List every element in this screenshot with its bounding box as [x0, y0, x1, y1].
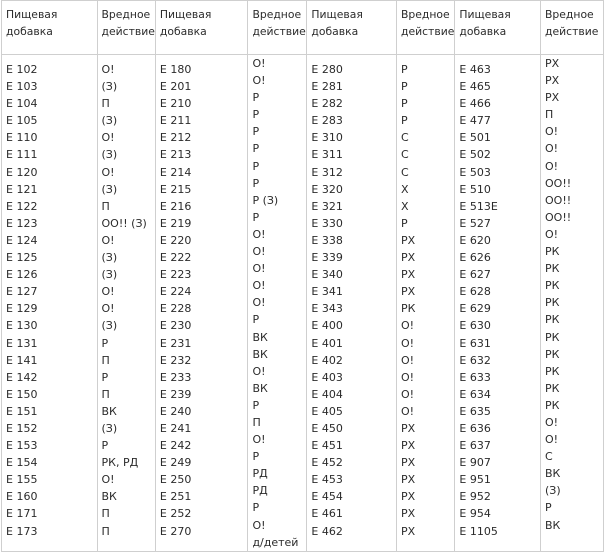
additive-code: E 220	[159, 233, 192, 247]
harm-code: РХ	[401, 473, 416, 487]
harm-code: РК	[545, 330, 560, 344]
additive-code: E 1105	[459, 524, 498, 538]
harm-code: О!	[401, 387, 415, 401]
additive-code: E 150	[6, 387, 38, 401]
additive-code: E 151	[6, 404, 38, 418]
harm-code: РД	[252, 484, 268, 498]
additive-code: E 125	[6, 251, 38, 265]
additive-code: E 510	[459, 182, 491, 196]
additive-code: E 270	[159, 524, 192, 538]
additive-code: E 233	[159, 370, 192, 384]
additive-code: E 513Е	[459, 199, 498, 213]
additive-code: E 232	[159, 353, 192, 367]
harm-code: РХ	[401, 268, 416, 282]
harm-code: О!	[252, 227, 266, 241]
harm-code: Р	[545, 501, 552, 515]
additive-code: E 502	[459, 148, 491, 162]
header-harm-col-3: Вредное действие	[397, 1, 455, 55]
additive-code: E 952	[459, 490, 491, 504]
harm-code: Р	[401, 80, 408, 94]
harm-code: Р	[101, 439, 109, 453]
additive-code: E 212	[159, 131, 192, 145]
harm-code: Х	[401, 182, 409, 196]
harm-code: П	[252, 415, 261, 429]
harm-code: П	[101, 387, 110, 401]
harm-code: ВК	[545, 467, 561, 481]
harm-code: О!	[252, 262, 266, 276]
harm-code: О!	[252, 433, 266, 447]
additive-code: E 634	[459, 387, 491, 401]
harm-code: РХ	[401, 421, 416, 435]
harm-code: С	[401, 148, 409, 162]
additive-code: E 153	[6, 439, 38, 453]
header-code-col-4: Пищевая добавка	[455, 1, 541, 55]
harm-code: РК	[545, 364, 560, 378]
additive-code: E 340	[311, 268, 343, 282]
harm-code: П	[101, 507, 110, 521]
header-harm-col-1: Вредное действие	[97, 1, 155, 55]
harm-code: Р	[252, 159, 260, 173]
harm-code: (З)	[101, 268, 118, 282]
additive-code: E 121	[6, 182, 38, 196]
harm-code: РК	[545, 381, 560, 395]
harm-code: (З)	[101, 80, 118, 94]
additive-code: E 124	[6, 233, 38, 247]
additive-code: E 242	[159, 439, 192, 453]
header-code-col-3: Пищевая добавка	[307, 1, 397, 55]
harm-code: Р	[401, 63, 408, 76]
harm-code: О!	[545, 125, 559, 139]
harm-code: О!	[401, 336, 415, 350]
harm-code: РХ	[401, 490, 416, 504]
harm-code: РД	[252, 467, 268, 481]
additive-code: E 627	[459, 268, 491, 282]
additive-code: E 216	[159, 199, 192, 213]
additive-code: E 283	[311, 114, 343, 128]
additive-code: E 104	[6, 97, 38, 111]
additive-code: E 454	[311, 490, 343, 504]
additive-code: E 629	[459, 302, 491, 316]
harm-code: О!	[101, 165, 115, 179]
harm-code: О!	[545, 142, 559, 156]
header-harm-col-2: Вредное действие	[248, 1, 307, 55]
header-code-col-2: Пищевая добавка	[155, 1, 248, 55]
harm-code: Р	[252, 176, 260, 190]
additive-code: E 628	[459, 285, 491, 299]
harm-code: Р	[101, 370, 109, 384]
harm-code: (З)	[101, 319, 118, 333]
harm-code: О!	[545, 415, 559, 429]
harm-code: ВК	[101, 404, 117, 418]
additive-code: E 120	[6, 165, 38, 179]
harm-code: (З)	[101, 148, 118, 162]
additive-code: E 503	[459, 165, 491, 179]
harm-code: О!	[252, 296, 266, 310]
additive-code: E 126	[6, 268, 38, 282]
harm-code: (З)	[101, 251, 118, 265]
harm-code: О!	[545, 159, 559, 173]
harm-code: РК	[401, 302, 416, 316]
harms-col-3	[397, 55, 455, 552]
additive-code: E 173	[6, 524, 38, 538]
additive-code: E 461	[311, 507, 343, 521]
additive-code: E 122	[6, 199, 38, 213]
harm-code: ВК	[101, 490, 117, 504]
harm-code: ОО!!	[545, 176, 572, 190]
additive-code: E 402	[311, 353, 343, 367]
harm-code: С	[545, 450, 553, 464]
harm-code: РХ	[401, 439, 416, 453]
harm-code: Р	[252, 450, 260, 464]
harm-code: Х	[401, 199, 409, 213]
codes-col-3	[307, 55, 397, 552]
harm-code: РК	[545, 279, 560, 293]
harm-code: Р	[252, 398, 260, 412]
additive-code: E 228	[159, 302, 192, 316]
harm-code: О!	[252, 279, 266, 293]
harm-code: Р	[252, 313, 260, 327]
harm-code: О!	[545, 227, 559, 241]
harm-code: ОО!!	[545, 210, 572, 224]
additive-code: E 310	[311, 131, 343, 145]
harm-code: РХ	[401, 233, 416, 247]
additive-code: E 462	[311, 524, 343, 538]
additive-code: E 240	[159, 404, 192, 418]
header-harm-col-4: Вредное действие	[541, 1, 604, 55]
harms-col-2	[248, 55, 307, 552]
additive-code: E 343	[311, 302, 343, 316]
harms-col-1	[97, 55, 155, 552]
additive-code: E 103	[6, 80, 38, 94]
harm-code: (З)	[101, 182, 118, 196]
additive-code: E 180	[159, 63, 192, 76]
additive-code: E 452	[311, 456, 343, 470]
harm-code: О!	[101, 131, 115, 145]
header-row	[2, 1, 604, 55]
harm-code: О!	[252, 57, 266, 70]
harm-code: П	[101, 199, 110, 213]
harms-col-4	[541, 55, 604, 552]
additive-code: E 280	[311, 63, 343, 76]
harm-code: РК, РД	[101, 456, 139, 470]
harm-code: О!	[401, 370, 415, 384]
harm-code: РК	[545, 398, 560, 412]
harm-code: д/детей	[252, 535, 299, 549]
codes-col-1	[2, 55, 98, 552]
additive-code: E 907	[459, 456, 491, 470]
harm-code: РК	[545, 347, 560, 361]
additive-code: E 637	[459, 439, 491, 453]
additive-code: E 160	[6, 490, 38, 504]
additive-code: E 250	[159, 473, 192, 487]
harm-code: Р	[252, 501, 260, 515]
harm-code: РХ	[401, 456, 416, 470]
additive-code: E 252	[159, 507, 192, 521]
additive-code: E 338	[311, 233, 343, 247]
codes-col-2	[155, 55, 248, 552]
harm-code: РХ	[401, 251, 416, 265]
harm-code: ОО!!	[545, 193, 572, 207]
additive-code: E 339	[311, 251, 343, 265]
harm-code: Р	[252, 108, 260, 122]
additive-code: E 620	[459, 233, 491, 247]
harm-code: (З)	[101, 421, 118, 435]
additive-code: E 403	[311, 370, 343, 384]
harm-code: О!	[401, 319, 415, 333]
harm-code: Р	[401, 97, 408, 111]
harm-code: О!	[101, 63, 115, 76]
additive-code: E 222	[159, 251, 192, 265]
harm-code: О!	[101, 302, 115, 316]
additive-code: E 219	[159, 216, 192, 230]
additives-table	[1, 0, 604, 552]
additive-code: E 214	[159, 165, 192, 179]
additive-code: E 111	[6, 148, 38, 162]
harm-code: РК	[545, 245, 560, 259]
harm-code: Р (З)	[252, 193, 279, 207]
harm-code: Р	[252, 125, 260, 139]
additive-code: E 213	[159, 148, 192, 162]
additive-code: E 154	[6, 456, 38, 470]
harm-code: (З)	[101, 114, 118, 128]
harm-code: РХ	[545, 57, 560, 70]
additive-code: E 630	[459, 319, 491, 333]
additive-code: E 223	[159, 268, 192, 282]
harm-code: П	[101, 353, 110, 367]
harm-code: О!	[545, 433, 559, 447]
harm-code: РХ	[545, 74, 560, 88]
additive-code: E 231	[159, 336, 192, 350]
additive-code: E 451	[311, 439, 343, 453]
harm-code: О!	[252, 364, 266, 378]
additive-code: E 152	[6, 421, 38, 435]
additive-code: E 465	[459, 80, 491, 94]
harm-code: РХ	[401, 285, 416, 299]
harm-code: ВК	[252, 381, 268, 395]
harm-code: О!	[252, 74, 266, 88]
harm-code: ВК	[545, 518, 561, 532]
header-code-col-1: Пищевая добавка	[2, 1, 98, 55]
harm-code: Р	[252, 142, 260, 156]
additive-code: E 501	[459, 131, 491, 145]
harm-code: ВК	[252, 330, 268, 344]
additive-code: E 466	[459, 97, 491, 111]
harm-code: Р	[401, 216, 408, 230]
additive-code: E 142	[6, 370, 38, 384]
additive-code: E 129	[6, 302, 38, 316]
harm-code: С	[401, 131, 409, 145]
harm-code: П	[101, 97, 110, 111]
harm-code: РХ	[401, 507, 416, 521]
additive-code: E 251	[159, 490, 192, 504]
harm-code: О!	[252, 518, 266, 532]
harm-code: Р	[101, 336, 109, 350]
harm-code: РХ	[401, 524, 416, 538]
harm-code: О!	[101, 473, 115, 487]
additive-code: E 171	[6, 507, 38, 521]
additive-code: E 241	[159, 421, 192, 435]
additive-code: E 155	[6, 473, 38, 487]
additive-code: E 224	[159, 285, 192, 299]
additive-code: E 110	[6, 131, 38, 145]
additive-code: E 527	[459, 216, 491, 230]
harm-code: Р	[252, 91, 260, 105]
codes-col-4	[455, 55, 541, 552]
harm-code: Р	[401, 114, 408, 128]
additive-code: E 951	[459, 473, 491, 487]
additive-code: E 127	[6, 285, 38, 299]
additive-code: E 636	[459, 421, 491, 435]
harm-code: О!	[401, 404, 415, 418]
body-row	[2, 55, 604, 552]
additive-code: E 626	[459, 251, 491, 265]
additive-code: E 450	[311, 421, 343, 435]
harm-code: РХ	[545, 91, 560, 105]
additive-code: E 282	[311, 97, 343, 111]
additive-code: E 463	[459, 63, 491, 76]
harm-code: О!	[401, 353, 415, 367]
harm-code: О!	[252, 245, 266, 259]
additive-code: E 281	[311, 80, 343, 94]
harm-code: О!	[101, 233, 115, 247]
additive-code: E 131	[6, 336, 38, 350]
additive-code: E 405	[311, 404, 343, 418]
additive-code: E 477	[459, 114, 491, 128]
additive-code: E 400	[311, 319, 343, 333]
additive-code: E 404	[311, 387, 343, 401]
harm-code: С	[401, 165, 409, 179]
additive-code: E 141	[6, 353, 38, 367]
additive-code: E 102	[6, 63, 38, 76]
additive-code: E 201	[159, 80, 192, 94]
additive-code: E 210	[159, 97, 192, 111]
harm-code: ОО!! (З)	[101, 216, 147, 230]
additive-code: E 123	[6, 216, 38, 230]
additive-code: E 632	[459, 353, 491, 367]
harm-code: РК	[545, 296, 560, 310]
additive-code: E 249	[159, 456, 192, 470]
additive-code: E 341	[311, 285, 343, 299]
harm-code: Р	[252, 210, 260, 224]
additive-code: E 105	[6, 114, 38, 128]
additive-code: E 215	[159, 182, 192, 196]
additive-code: E 635	[459, 404, 491, 418]
additive-code: E 311	[311, 148, 343, 162]
additive-code: E 130	[6, 319, 38, 333]
additive-code: E 453	[311, 473, 343, 487]
additive-code: E 239	[159, 387, 192, 401]
harm-code: П	[101, 524, 110, 538]
harm-code: (З)	[545, 484, 561, 498]
additive-code: E 230	[159, 319, 192, 333]
harm-code: РК	[545, 313, 560, 327]
additive-code: E 320	[311, 182, 343, 196]
additive-code: E 312	[311, 165, 343, 179]
harm-code: ВК	[252, 347, 268, 361]
additive-code: E 321	[311, 199, 343, 213]
additive-code: E 633	[459, 370, 491, 384]
harm-code: РК	[545, 262, 560, 276]
additive-code: E 401	[311, 336, 343, 350]
harm-code: П	[545, 108, 554, 122]
additive-code: E 631	[459, 336, 491, 350]
additive-code: E 330	[311, 216, 343, 230]
additive-code: E 954	[459, 507, 491, 521]
additive-code: E 211	[159, 114, 192, 128]
harm-code: О!	[101, 285, 115, 299]
